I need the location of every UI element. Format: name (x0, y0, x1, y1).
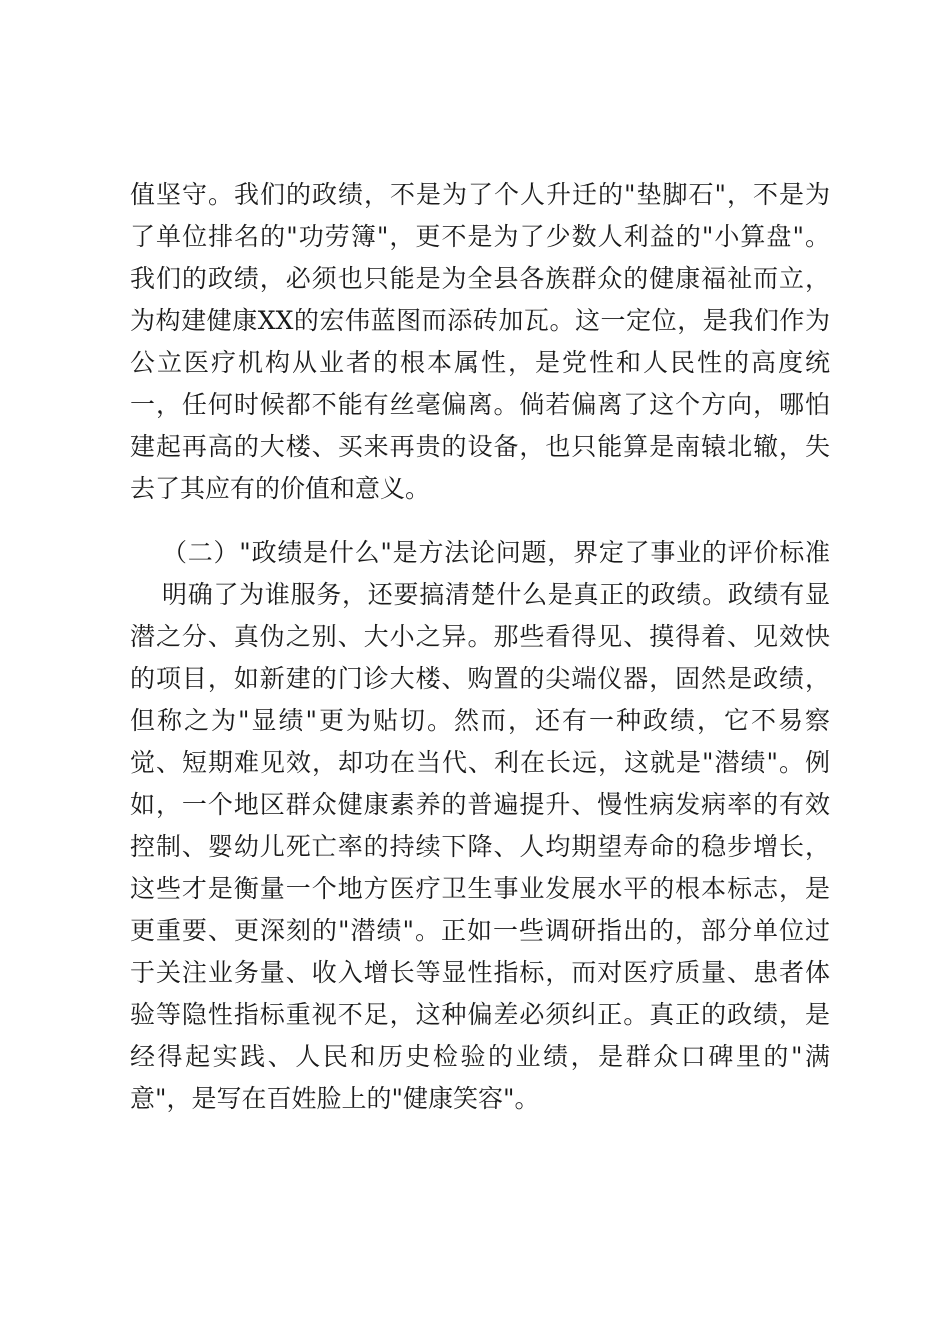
paragraph-1-line-5: 公立医疗机构从业者的根本属性，是党性和人民性的高度统 (130, 348, 830, 377)
paragraph-2-line-13: 意"，是写在百姓脸上的"健康笑容"。 (130, 1084, 540, 1113)
paragraph-2-line-1: 明确了为谁服务，还要搞清楚什么是真正的政绩。政绩有显 (162, 580, 830, 609)
paragraph-1-line-3: 我们的政绩，必须也只能是为全县各族群众的健康福祉而立， (130, 264, 830, 293)
paragraph-1-line-7: 建起再高的大楼、买来再贵的设备，也只能算是南辕北辙，失 (130, 432, 830, 461)
paragraph-2-line-10: 于关注业务量、收入增长等显性指标，而对医疗质量、患者体 (130, 958, 830, 987)
paragraph-1-line-1: 值坚守。我们的政绩，不是为了个人升迁的"垫脚石"，不是为 (130, 180, 830, 209)
paragraph-1-line-4: 为构建健康XX的宏伟蓝图而添砖加瓦。这一定位，是我们作为 (130, 306, 830, 335)
paragraph-2-line-9: 更重要、更深刻的"潜绩"。正如一些调研指出的，部分单位过 (130, 916, 830, 945)
paragraph-2-line-11: 验等隐性指标重视不足，这种偏差必须纠正。真正的政绩，是 (130, 1000, 830, 1029)
paragraph-2-line-12: 经得起实践、人民和历史检验的业绩，是群众口碑里的"满 (130, 1042, 830, 1071)
paragraph-1-line-6: 一，任何时候都不能有丝毫偏离。倘若偏离了这个方向，哪怕 (130, 390, 830, 419)
paragraph-2-line-5: 觉、短期难见效，却功在当代、利在长远，这就是"潜绩"。例 (130, 748, 830, 777)
paragraph-2-line-8: 这些才是衡量一个地方医疗卫生事业发展水平的根本标志，是 (130, 874, 830, 903)
section-heading: （二）"政绩是什么"是方法论问题，界定了事业的评价标准 (162, 538, 830, 567)
paragraph-1-line-2: 了单位排名的"功劳簿"，更不是为了少数人利益的"小算盘"。 (130, 222, 830, 251)
paragraph-2-line-6: 如，一个地区群众健康素养的普遍提升、慢性病发病率的有效 (130, 790, 830, 819)
paragraph-2-line-4: 但称之为"显绩"更为贴切。然而，还有一种政绩，它不易察 (130, 706, 830, 735)
paragraph-2-line-7: 控制、婴幼儿死亡率的持续下降、人均期望寿命的稳步增长， (130, 832, 830, 861)
paragraph-2-line-3: 的项目，如新建的门诊大楼、购置的尖端仪器，固然是政绩， (130, 664, 830, 693)
paragraph-1-line-8: 去了其应有的价值和意义。 (130, 474, 431, 503)
paragraph-2-line-2: 潜之分、真伪之别、大小之异。那些看得见、摸得着、见效快 (130, 622, 830, 651)
